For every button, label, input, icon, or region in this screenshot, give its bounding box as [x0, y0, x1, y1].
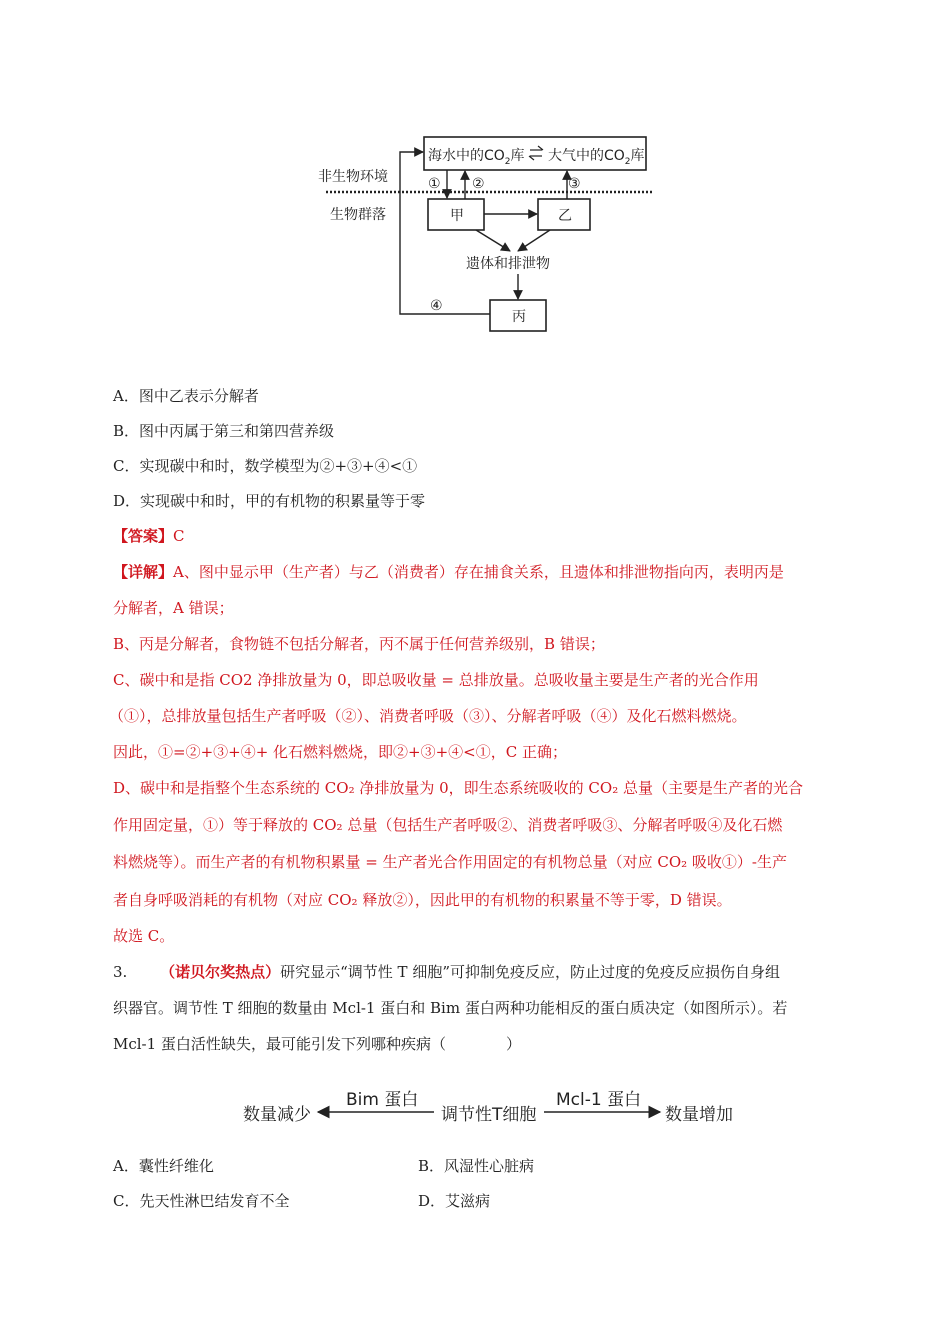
q3-option-d[interactable]: D．艾滋病 — [418, 1192, 491, 1210]
decrease-label: 数量减少 — [243, 1105, 311, 1125]
detail-line-5: （①），总排放量包括生产者呼吸（②）、消费者呼吸（③）、分解者呼吸（④）及化石燃料燃烧。 — [109, 707, 747, 725]
detail-line-8: 作用固定量，①）等于释放的 CO₂ 总量（包括生产者呼吸②、消费者呼吸③、分解者呼吸④及化石燃 — [113, 816, 783, 834]
answer-line — [113, 526, 185, 546]
detail-line-9: 料燃烧等）。而生产者的有机物积累量 = 生产者光合作用固定的有机物总量（对应 CO₂ 吸收①）-生产 — [113, 853, 788, 871]
treg-label: 调节性T细胞 — [441, 1105, 537, 1125]
exchange-arrows-icon — [529, 146, 543, 160]
q3-tag: （诺贝尔奖热点） — [160, 963, 281, 981]
conclusion-line: 故选 C。 — [113, 927, 175, 945]
option-d[interactable]: D．实现碳中和时，甲的有机物的积累量等于零 — [113, 492, 426, 510]
detail-line-4: C、碳中和是指 CO2 净排放量为 0，即总吸收量 = 总排放量。总吸收量主要是生产者的光合作用 — [113, 671, 759, 689]
label-4: ④ — [430, 298, 443, 314]
abiotic-label: 非生物环境 — [318, 169, 388, 185]
label-3: ③ — [568, 176, 581, 192]
arrow-consumer-remains — [518, 230, 550, 251]
option-c[interactable]: C．实现碳中和时，数学模型为②+③+④<① — [113, 457, 418, 475]
biotic-label: 生物群落 — [330, 207, 386, 223]
option-b[interactable]: B．图中丙属于第三和第四营养级 — [113, 422, 335, 440]
option-a[interactable]: A．图中乙表示分解者 — [113, 387, 259, 405]
decomposer-label: 丙 — [512, 309, 526, 325]
label-2: ② — [472, 176, 485, 192]
treg-diagram — [0, 1070, 950, 1140]
answer-tag: 【答案】 — [113, 527, 174, 545]
detail-line-1 — [113, 562, 784, 582]
increase-label: 数量增加 — [665, 1105, 733, 1125]
producer-label: 甲 — [450, 208, 464, 224]
detail-line-3: B、丙是分解者，食物链不包括分解者，丙不属于任何营养级别，B 错误； — [113, 635, 605, 653]
q3-line-2: 织器官。调节性 T 细胞的数量由 Mcl-1 蛋白和 Bim 蛋白两种功能相反的蛋白质决定（如图所示）。若 — [113, 999, 788, 1017]
detail-line-7: D、碳中和是指整个生态系统的 CO₂ 净排放量为 0，即生态系统吸收的 CO₂ 总量（主要是生产者的光合 — [113, 779, 803, 797]
carbon-cycle-diagram — [0, 0, 950, 360]
label-1: ① — [428, 176, 441, 192]
q3-option-a[interactable]: A．囊性纤维化 — [113, 1157, 214, 1175]
q3-stem-1: 研究显示“调节性 T 细胞”可抑制免疫反应，防止过度的免疫反应损伤自身组 — [280, 963, 780, 981]
q3-line-1 — [113, 962, 780, 982]
mcl1-label: Mcl-1 蛋白 — [556, 1090, 642, 1110]
detail-line-10: 者自身呼吸消耗的有机物（对应 CO₂ 释放②），因此甲的有机物的积累量不等于零，D 错误。 — [113, 891, 732, 909]
q3-number: 3. — [113, 963, 128, 981]
answer-value: C — [173, 527, 185, 545]
remains-label: 遗体和排泄物 — [466, 256, 550, 272]
bim-label: Bim 蛋白 — [346, 1090, 419, 1110]
co2-air-label: 大气中的$CO_2$库 — [548, 148, 645, 167]
q3-option-b[interactable]: B．风湿性心脏病 — [418, 1157, 535, 1175]
q3-line-3: Mcl-1 蛋白活性缺失，最可能引发下列哪种疾病（ ） — [113, 1035, 521, 1053]
q3-option-c[interactable]: C．先天性淋巴结发育不全 — [113, 1192, 290, 1210]
detail-text-1: A、图中显示甲（生产者）与乙（消费者）存在捕食关系，且遗体和排泄物指向丙，表明丙是 — [173, 563, 784, 581]
detail-tag: 【详解】 — [113, 563, 174, 581]
arrow-producer-remains — [476, 230, 510, 251]
consumer-label: 乙 — [558, 208, 572, 224]
detail-line-6: 因此，①=②+③+④+ 化石燃料燃烧，即②+③+④<①，C 正确； — [113, 743, 567, 761]
co2-sea-label: 海水中的$CO_2$库 — [428, 148, 525, 167]
detail-line-2: 分解者，A 错误； — [113, 599, 234, 617]
